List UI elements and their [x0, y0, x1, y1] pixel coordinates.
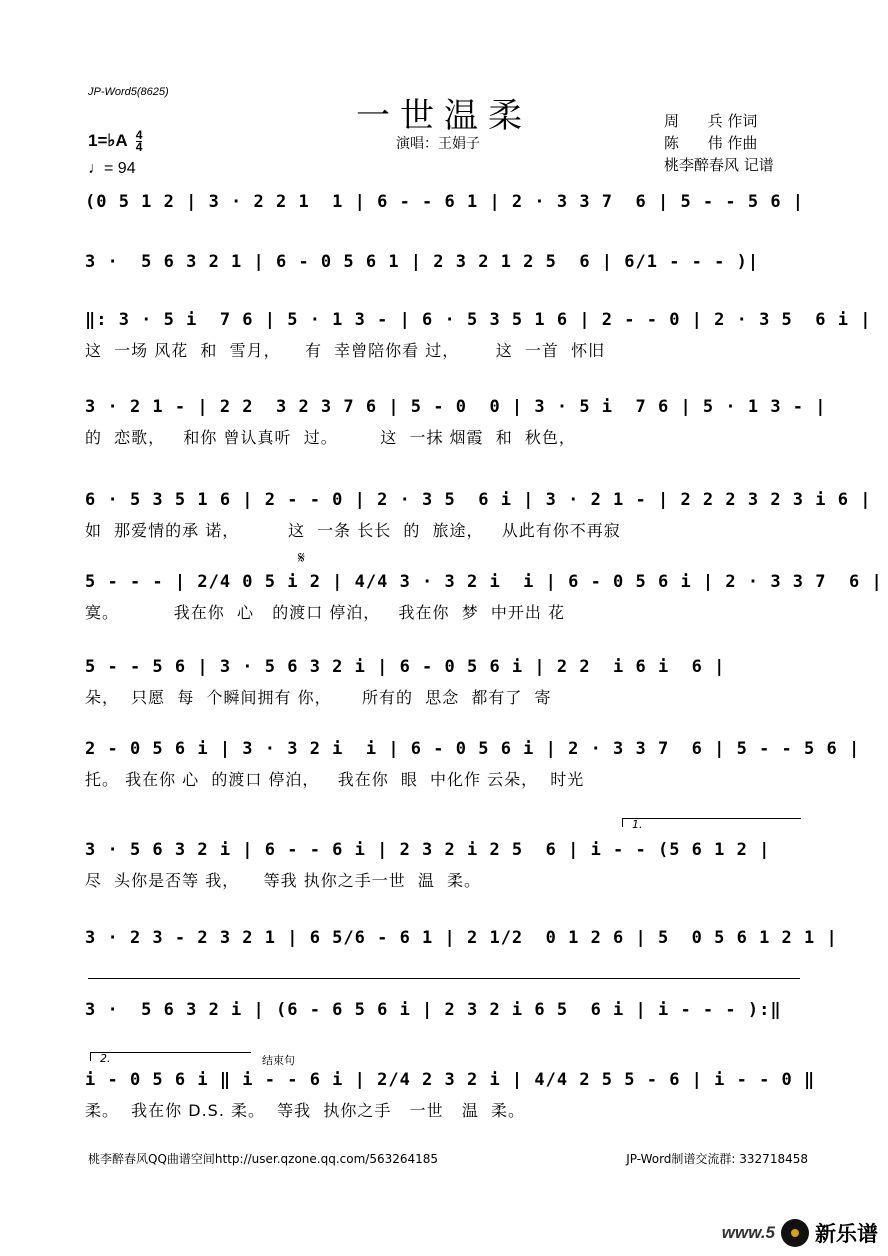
- record-disc-icon: [781, 1219, 809, 1247]
- score-line-7: [85, 655, 807, 709]
- notes-row: 2 - 0 5 6 i | 3 · 3 2 i i | 6 - 0 5 6 i | 2 · 3 3 7 6 | 5 - - 5 6 |: [85, 739, 861, 759]
- footer-group: JP-Word制谱交流群: 332718458: [626, 1152, 808, 1166]
- watermark-logo: [722, 1218, 878, 1248]
- watermark-www: www.5: [721, 1223, 775, 1242]
- lyrics-row: 柔。 我在你 D.S. 柔。 等我 执你之手 一世 温 柔。: [85, 1101, 526, 1120]
- segno-mark: 𝄋: [298, 548, 305, 567]
- lyrics-row: 托。 我在你 心 的渡口 停泊， 我在你 眼 中化作 云朵， 时光: [85, 770, 585, 789]
- notes-row: 5 - - 5 6 | 3 · 5 6 3 2 i | 6 - 0 5 6 i | 2 2 i 6 i 6 |: [85, 657, 726, 677]
- score-line-10: [85, 926, 838, 950]
- transcriber-credit: 桃李醉春风 记谱: [664, 156, 774, 174]
- score-line-2: [85, 250, 807, 304]
- lyrics-row: 的 恋歌， 和你 曾认真听 过。 这 一抹 烟霞 和 秋色，: [85, 428, 576, 447]
- score-line-11: [85, 998, 807, 1022]
- lyrics-row: 尽 头你是否等 我， 等我 执你之手一世 温 柔。: [85, 871, 482, 890]
- lyrics-row: 朵， 只愿 每 个瞬间拥有 你， 所有的 思念 都有了 寄: [85, 688, 552, 707]
- volta-1-label: 1.: [632, 818, 643, 831]
- song-title: 一世温柔: [356, 96, 532, 136]
- lyrics-row: [85, 222, 807, 244]
- volta-2-label: 2.: [100, 1052, 111, 1065]
- watermark-brand: 新乐谱: [815, 1222, 878, 1246]
- key-label: 1=♭A: [88, 130, 128, 150]
- score-line-4: [85, 395, 827, 449]
- composer-credit: 陈 伟 作曲: [664, 134, 758, 152]
- score-line-12: [85, 1068, 816, 1122]
- key-signature: [88, 130, 142, 153]
- software-label: JP-Word5(8625): [88, 86, 169, 98]
- tempo-mark: ♩= 94: [88, 160, 136, 177]
- notes-row: 3 · 5 6 3 2 i | (6 - 6 5 6 i | 2 3 2 i 6 5 6 i | i - - - ):‖: [85, 1000, 782, 1020]
- notes-row: 3 · 5 6 3 2 1 | 6 - 0 5 6 1 | 2 3 2 1 2 5 6 | 6/1 - - - )|: [85, 252, 760, 272]
- notes-row: 3 · 2 1 - | 2 2 3 2 3 7 6 | 5 - 0 0 | 3 · 5 i 7 6 | 5 · 1 3 - |: [85, 397, 827, 417]
- lyrics-row: 如 那爱情的承 诺， 这 一条 长长 的 旅途， 从此有你不再寂: [85, 521, 621, 540]
- notes-row: 6 · 5 3 5 1 6 | 2 - - 0 | 2 · 3 5 6 i | 3 · 2 1 - | 2 2 2 3 2 3 i 6 |: [85, 490, 872, 510]
- score-line-1: [85, 190, 807, 244]
- score-line-9: [85, 838, 807, 892]
- notes-row: 5 - - - | 2/4 0 5 i 2 | 4/4 3 · 3 2 i i | 6 - 0 5 6 i | 2 · 3 3 7 6 |: [85, 572, 883, 592]
- volta-1-bracket: [622, 818, 801, 827]
- notes-row: 3 · 5 6 3 2 i | 6 - - 6 i | 2 3 2 i 2 5 6 | i - - (5 6 1 2 |: [85, 840, 771, 860]
- notes-row: 3 · 2 3 - 2 3 2 1 | 6 5/6 - 6 1 | 2 1/2 0 1 2 6 | 5 0 5 6 1 2 1 |: [85, 928, 838, 948]
- notes-row: (0 5 1 2 | 3 · 2 2 1 1 | 6 - - 6 1 | 2 · 3 3 7 6 | 5 - - 5 6 |: [85, 192, 805, 212]
- time-bottom: 4: [135, 140, 143, 154]
- score-line-8: [85, 737, 861, 791]
- lyricist-credit: 周 兵 作词: [664, 112, 758, 130]
- volta-1-continuation: [88, 978, 800, 987]
- lyrics-row: 寞。 我在你 心 的渡口 停泊， 我在你 梦 中开出 花: [85, 603, 565, 622]
- singer-credit: 演唱：王娟子: [396, 136, 480, 152]
- lyrics-row: 这 一场 风花 和 雪月， 有 幸曾陪你看 过， 这 一首 怀旧: [85, 341, 606, 360]
- time-top: 4: [135, 128, 143, 142]
- score-line-3: [85, 308, 872, 362]
- notes-row: ‖: 3 · 5 i 7 6 | 5 · 1 3 - | 6 · 5 3 5 1 6 | 2 - - 0 | 2 · 3 5 6 i |: [85, 310, 872, 330]
- volta-2-bracket: [90, 1052, 251, 1061]
- footer-link[interactable]: 桃李醉春风QQ曲谱空间http://user.qzone.qq.com/563264185: [88, 1152, 439, 1166]
- lyrics-row: [85, 282, 807, 304]
- credits-block: [664, 110, 774, 176]
- coda-label: 结束句: [262, 1054, 295, 1067]
- notes-row: i - 0 5 6 i ‖ i - - 6 i | 2/4 2 3 2 i | 4/4 2 5 5 - 6 | i - - 0 ‖: [85, 1070, 816, 1090]
- time-signature: [136, 130, 143, 153]
- score-line-6: [85, 570, 883, 624]
- score-line-5: [85, 488, 872, 542]
